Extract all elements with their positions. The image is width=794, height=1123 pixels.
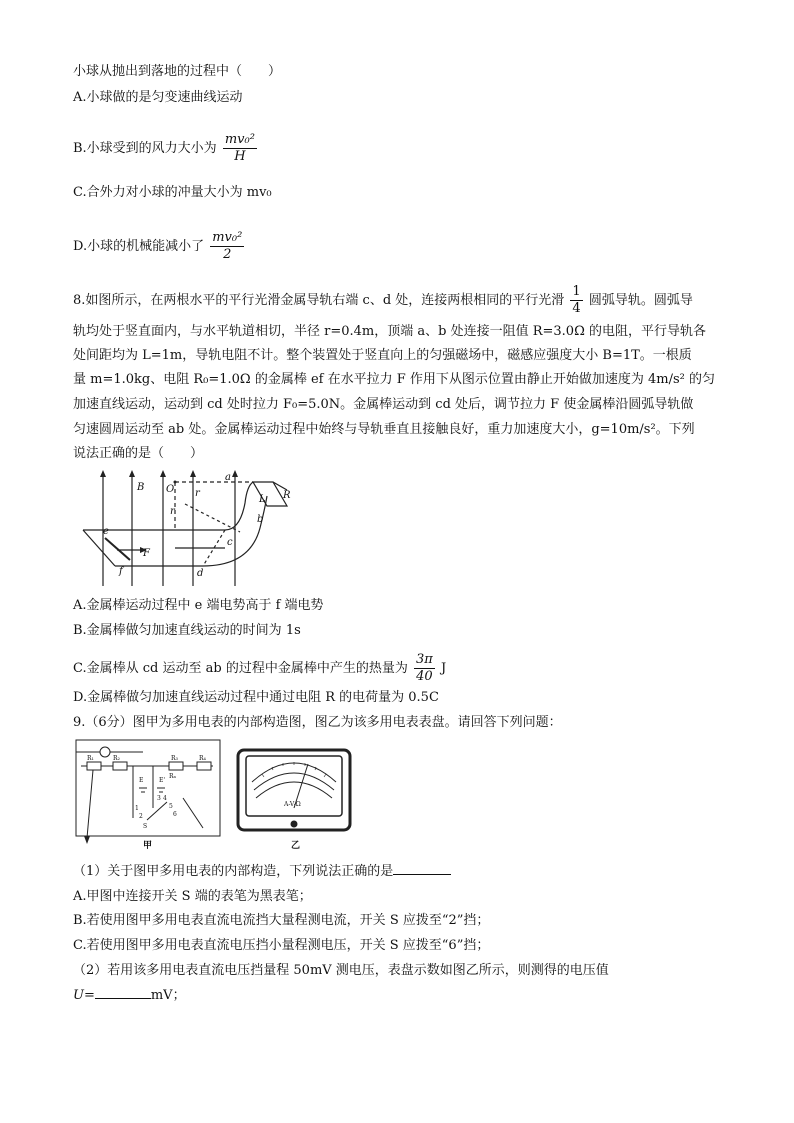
circuit-label-4: R₃ xyxy=(171,755,178,762)
label-c: c xyxy=(227,537,233,548)
q8-option-c-unit: J xyxy=(440,661,447,676)
q8-line-1-b: 圆弧导轨。圆弧导 xyxy=(588,293,693,308)
prev-option-d-text: D.小球的机械能减小了 xyxy=(73,239,205,254)
q9-meter-figure xyxy=(236,748,354,852)
q9-sub1-option-b: B.若使用图甲多用电表直流电流挡大量程测电流，开关 S 应拨至“2”挡； xyxy=(73,913,490,928)
q8-quarter-fraction xyxy=(570,284,582,317)
circuit-label-7: S xyxy=(143,823,148,830)
fraction-denominator: 40 xyxy=(416,669,433,684)
q9-sub2-unit: mV； xyxy=(150,988,186,1003)
circuit-label-10: 3 xyxy=(157,795,161,802)
label-R: R xyxy=(283,490,291,501)
answer-blank[interactable] xyxy=(393,874,451,875)
circuit-label-12: 5 xyxy=(169,803,173,810)
q8-line-1 xyxy=(73,284,693,317)
figure-yi-caption: 乙 xyxy=(291,841,301,851)
label-e: e xyxy=(103,526,109,537)
label-b: b xyxy=(257,514,264,525)
circuit-label-1: R₂ xyxy=(113,755,120,762)
meter-dial-label: A-V-Ω xyxy=(284,801,301,808)
answer-blank[interactable] xyxy=(95,998,151,999)
label-d: d xyxy=(197,568,204,579)
q8-option-a: A.金属棒运动过程中 e 端电势高于 f 端电势 xyxy=(73,598,324,613)
q8-line-5: 加速直线运动，运动到 cd 处时拉力 F₀=5.0N。金属棒运动到 cd 处后，调节拉力 F 使金属棒沿圆弧导轨做 xyxy=(73,397,694,412)
q9-stem: 9.（6分）图甲为多用电表的内部构造图，图乙为该多用电表表盘。请回答下列问题： xyxy=(73,715,562,730)
circuit-label-5: R₄ xyxy=(199,755,206,762)
fraction-denominator: 4 xyxy=(572,301,581,316)
q8-line-3: 处间距均为 L=1m，导轨电阻不计。整个装置处于竖直向上的匀强磁场中，磁感应强度大小 B=1T。一根质 xyxy=(73,348,692,363)
q8-option-b: B.金属棒做匀加速直线运动的时间为 1s xyxy=(73,623,301,638)
label-a: a xyxy=(225,472,231,483)
prev-option-c: C.合外力对小球的冲量大小为 mv₀ xyxy=(73,185,272,200)
label-L: L xyxy=(259,494,266,505)
circuit-label-2: E xyxy=(139,777,144,784)
fraction-numerator: 3π xyxy=(415,652,433,667)
fraction-numerator: 1 xyxy=(572,284,581,299)
q9-sub1-option-a: A.甲图中连接开关 S 端的表笔为黑表笔； xyxy=(73,889,312,904)
circuit-label-8: 1 xyxy=(135,805,139,812)
q9-sub2: （2）若用该多用电表直流电压挡量程 50mV 测电压，表盘示数如图乙所示，则测得的电压值 xyxy=(73,963,609,978)
prev-option-a: A.小球做的是匀变速曲线运动 xyxy=(73,90,243,105)
circuit-label-6: Rₙ xyxy=(169,773,177,780)
q8-option-c-fraction xyxy=(414,652,435,685)
prev-option-d-fraction xyxy=(210,230,244,263)
fraction-numerator: mv₀² xyxy=(224,132,255,147)
prev-option-d xyxy=(73,230,246,263)
circuit-label-13: 6 xyxy=(173,811,177,818)
figure-jia-caption: 甲 xyxy=(143,841,153,850)
label-f: f xyxy=(119,566,123,577)
q8-line-1-a: 8.如图所示，在两根水平的平行光滑金属导轨右端 c、d 处，连接两根相同的平行光滑 xyxy=(73,293,565,308)
fraction-denominator: H xyxy=(234,149,246,164)
q9-sub1 xyxy=(73,862,451,882)
q8-rail-figure xyxy=(75,468,315,588)
circuit-label-9: 2 xyxy=(139,813,143,820)
q8-line-4: 量 m=1.0kg、电阻 R₀=1.0Ω 的金属棒 ef 在水平拉力 F 作用下从图示位置由静止开始做加速度为 4m/s² 的匀 xyxy=(73,372,716,387)
q8-option-d: D.金属棒做匀加速直线运动过程中通过电阻 R 的电荷量为 0.5C xyxy=(73,690,439,705)
q9-circuit-figure xyxy=(73,738,223,850)
label-B: B xyxy=(137,482,145,493)
circuit-label-3: E' xyxy=(159,777,166,784)
q9-sub2-u: U= xyxy=(73,988,95,1003)
prev-option-b xyxy=(73,132,259,165)
q8-option-c-text: C.金属棒从 cd 运动至 ab 的过程中金属棒中产生的热量为 xyxy=(73,661,408,676)
q8-line-2: 轨均处于竖直面内，与水平轨道相切，半径 r=0.4m，顶端 a、b 处连接一阻值 R=3.0Ω 的电阻，平行导轨各 xyxy=(73,324,706,339)
q8-option-c xyxy=(73,652,446,685)
q9-sub1-text: （1）关于图甲多用电表的内部构造，下列说法正确的是 xyxy=(73,864,394,879)
label-F: F xyxy=(143,548,150,559)
circuit-label-11: 4 xyxy=(163,795,167,802)
prev-option-b-text: B.小球受到的风力大小为 xyxy=(73,141,217,156)
fraction-denominator: 2 xyxy=(223,247,232,262)
label-r-horizontal: r xyxy=(195,488,200,499)
prev-option-b-fraction xyxy=(223,132,257,165)
label-r-vertical: r xyxy=(170,506,175,517)
q8-line-7: 说法正确的是（ ） xyxy=(73,446,204,461)
circuit-label-0: R₁ xyxy=(87,755,94,762)
q9-sub2-answer xyxy=(73,986,186,1006)
prev-question-stem: 小球从抛出到落地的过程中（ ） xyxy=(73,64,282,79)
q8-line-6: 匀速圆周运动至 ab 处。金属棒运动过程中始终与导轨垂直且接触良好，重力加速度大小，g=10m/s²。下列 xyxy=(73,422,695,437)
label-O: O xyxy=(166,484,175,495)
fraction-numerator: mv₀² xyxy=(212,230,243,245)
q9-sub1-option-c: C.若使用图甲多用电表直流电压挡小量程测电压，开关 S 应拨至“6”挡； xyxy=(73,938,490,953)
